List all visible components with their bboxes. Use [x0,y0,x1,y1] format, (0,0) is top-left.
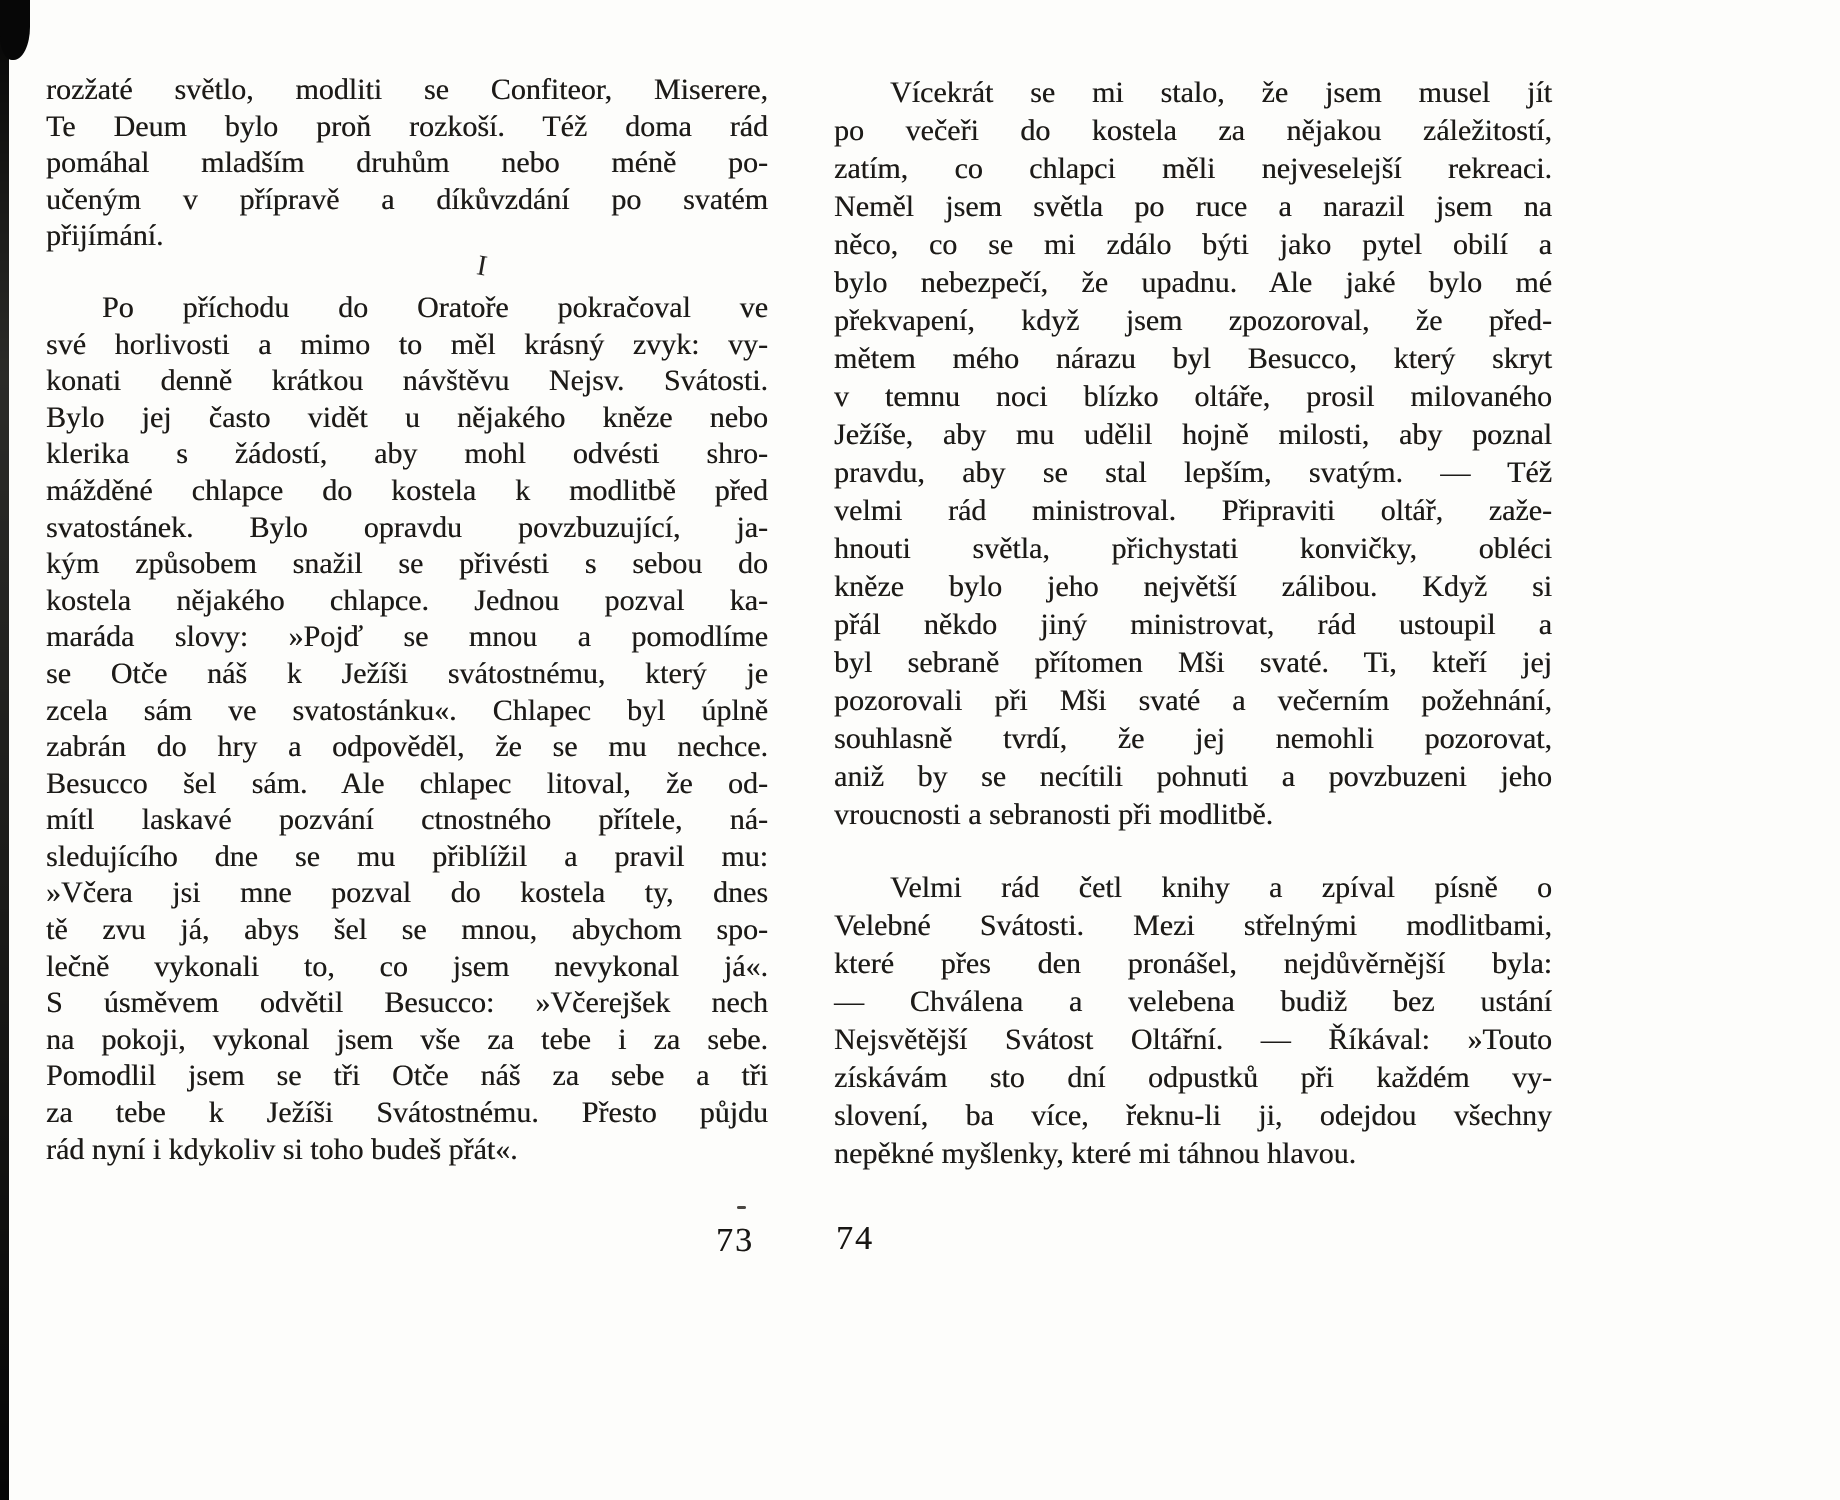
text-line: na pokoji, vykonal jsem vše za tebe i za sebe. [46,1022,768,1056]
text-line: které přes den pronášel, nejdůvěrnější byla: [834,947,1552,980]
text-line: klerika s žádostí, aby mohl odvésti shro- [46,437,768,471]
page-number-right: 74 [836,1220,874,1257]
text-line: mítl laskavé pozvání ctnostného přítele, ná- [46,803,768,837]
left-page-text-column [46,72,768,1168]
paragraph [46,72,768,255]
text-line: Velmi rád četl knihy a zpíval písně o [890,871,1552,904]
text-line: »Včera jsi mne pozval do kostela ty, dnes [46,876,768,910]
text-line: v temnu noci blízko oltáře, prosil milovaného [834,380,1552,413]
text-line: rád nyní i kdykoliv si toho budeš přát«. [46,1132,518,1166]
text-line: vroucnosti a sebranosti při modlitbě. [834,798,1274,831]
page-number-left: 73 [716,1222,754,1259]
text-line: souhlasně tvrdí, že jej nemohli pozorovat, [834,722,1552,755]
scan-dash-artifact [737,1206,746,1209]
text-line: Besucco šel sám. Ale chlapec litoval, že od- [46,766,768,800]
text-line: přál někdo jiný ministrovat, rád ustoupil a [834,608,1552,641]
text-line: překvapení, když jsem zpozoroval, že před- [834,304,1552,337]
text-line: S úsměvem odvětil Besucco: »Včerejšek nech [46,986,768,1020]
text-line: Po příchodu do Oratoře pokračoval ve [102,290,768,324]
text-line: pozorovali při Mši svaté a večerním požehnání, [834,684,1552,717]
text-line: Nejsvětější Svátost Oltářní. — Říkával: »Touto [834,1023,1552,1056]
text-line: se Otče náš k Ježíši svátostnému, který je [46,656,768,690]
text-line: učeným v přípravě a díkůvzdání po svatém [46,182,768,216]
paragraph [834,869,1552,1173]
text-line: — Chválena a velebena budiž bez ustání [834,985,1552,1018]
scan-corner-blob-artifact [0,0,30,60]
text-line: velmi rád ministroval. Připraviti oltář, zaže- [834,494,1552,527]
text-line: Ježíše, aby mu udělil hojně milosti, aby poznal [834,418,1552,451]
text-line: Te Deum bylo proň rozkoší. Též doma rád [46,109,768,143]
text-line: byl sebraně přítomen Mši svaté. Ti, kteří jej [834,646,1552,679]
text-line: kostela nějakého chlapce. Jednou pozval ka- [46,583,768,617]
text-line: tě zvu já, abys šel se mnou, abychom spo- [46,913,768,947]
text-line: za tebe k Ježíši Svátostnému. Přesto půjdu [46,1096,768,1130]
text-line: přijímání. [46,219,164,253]
text-line: svatostánek. Bylo opravdu povzbuzující, ja- [46,510,768,544]
text-line: něco, co se mi zdálo býti jako pytel obilí a [834,228,1552,261]
text-line: pomáhal mladším druhům nebo méně po- [46,146,768,180]
paragraph [46,290,768,1168]
right-page-text-column [834,74,1552,1173]
text-line: lečně vykonali to, co jsem nevykonal já«. [46,949,768,983]
text-line: kým způsobem snažil se přivésti s sebou do [46,547,768,581]
text-line: mážděné chlapce do kostela k modlitbě před [46,473,768,507]
stray-ink-mark: I [474,249,490,283]
text-line: nepěkné myšlenky, které mi táhnou hlavou. [834,1137,1357,1170]
text-line: bylo nebezpečí, že upadnu. Ale jaké bylo mé [834,266,1552,299]
text-line: své horlivosti a mimo to měl krásný zvyk: vy- [46,327,768,361]
text-line: kněze bylo jeho největší zálibou. Když si [834,570,1552,603]
text-line: Bylo jej často vidět u nějakého kněze nebo [46,400,768,434]
text-line: Vícekrát se mi stalo, že jsem musel jít [890,76,1552,109]
text-line: pravdu, aby se stal lepším, svatým. — Též [834,456,1552,489]
text-line: zatím, co chlapci měli nejveselejší rekreaci. [834,152,1552,185]
paragraph [834,74,1552,834]
text-line: konati denně krátkou návštěvu Nejsv. Svátosti. [46,364,768,398]
text-line: Velebné Svátosti. Mezi střelnými modlitbami, [834,909,1552,942]
text-line: Pomodlil jsem se tři Otče náš za sebe a tři [46,1059,768,1093]
text-line: mětem mého nárazu byl Besucco, který skryt [834,342,1552,375]
scan-left-edge-artifact [0,0,9,1500]
text-line: Neměl jsem světla po ruce a narazil jsem na [834,190,1552,223]
text-line: maráda slovy: »Pojď se mnou a pomodlíme [46,620,768,654]
text-line: hnouti světla, přichystati konvičky, obléci [834,532,1552,565]
text-line: získávám sto dní odpustků při každém vy- [834,1061,1552,1094]
text-line: zcela sám ve svatostánku«. Chlapec byl úplně [46,693,768,727]
text-line: aniž by se necítili pohnuti a povzbuzeni jeho [834,760,1552,793]
text-line: zabrán do hry a odpověděl, že se mu nechce. [46,730,768,764]
text-line: sledujícího dne se mu přiblížil a pravil mu: [46,839,768,873]
text-line: rozžaté světlo, modliti se Confiteor, Miserere, [46,73,768,106]
text-line: po večeři do kostela za nějakou záležitostí, [834,114,1552,147]
text-line: slovení, ba více, řeknu-li ji, odejdou všechny [834,1099,1552,1132]
